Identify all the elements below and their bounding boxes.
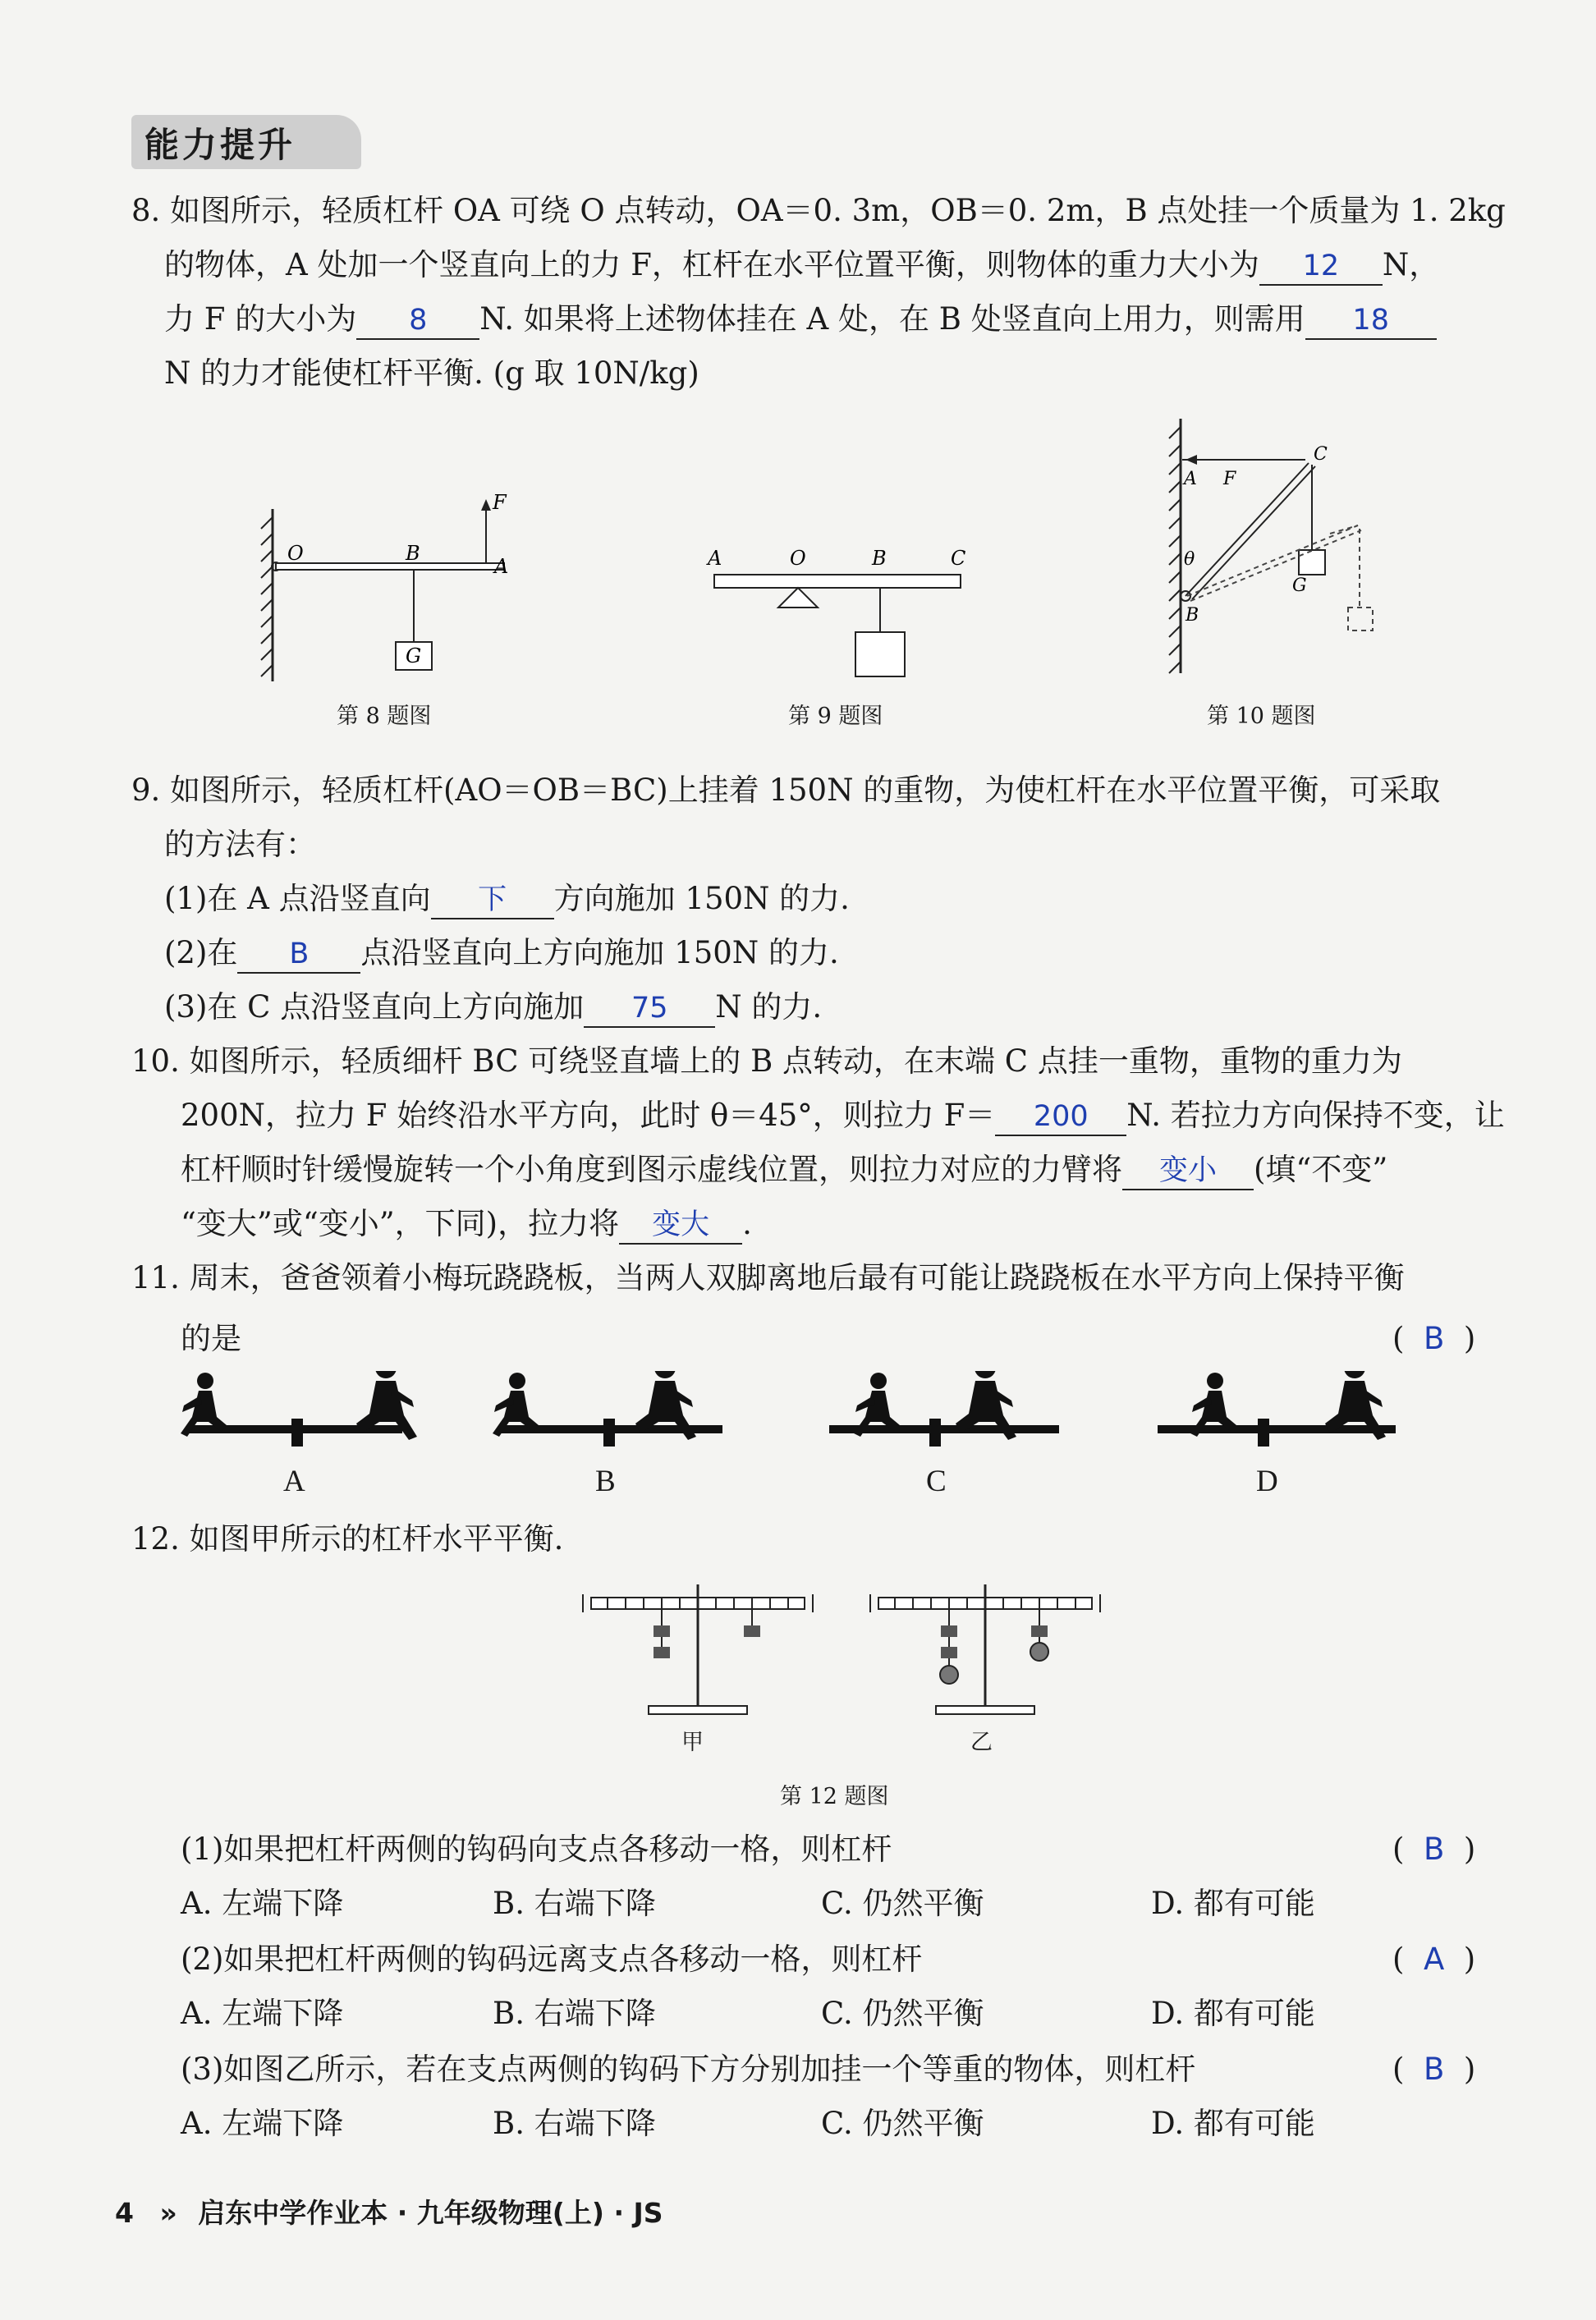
q12-sub3-bracket: ( B ) (1392, 2052, 1476, 2087)
q12-sub2-bracket: ( A ) (1392, 1942, 1476, 1977)
fig12-label-right: 乙 (970, 1730, 993, 1755)
q8-answer-b-force: 18 (1305, 302, 1437, 340)
fig8-label-f: F (493, 491, 507, 514)
q9-sub1: (1)在 A 点沿竖直向 下 方向施加 150N 的力. (164, 878, 850, 919)
q8-answer-force: 8 (356, 302, 479, 340)
q10-line4: “变大”或“变小”，下同)，拉力将 变大 . (181, 1204, 752, 1245)
fig10-label-g: G (1292, 575, 1307, 596)
q8-line3: 力 F 的大小为 8 N. 如果将上述物体挂在 A 处，在 B 处竖直向上用力，则需用 18 (164, 299, 1437, 340)
figure-10 (1158, 410, 1379, 681)
page-number: 4 (115, 2197, 134, 2229)
q10-line2: 200N，拉力 F 始终沿水平方向，此时 θ＝45°，则拉力 F＝ 200 N. 若拉力方向保持不变，让 (181, 1095, 1505, 1136)
fig10-caption: 第 10 题图 (1207, 704, 1316, 729)
fig9-caption: 第 9 题图 (788, 704, 883, 729)
q11-line2: 的是 (181, 1321, 241, 1356)
section-title: 能力提升 (144, 125, 296, 165)
fig8-label-g: G (406, 644, 422, 667)
q12-sub2-answer: A (1423, 1942, 1445, 1977)
q9-line2: 的方法有： (164, 827, 316, 862)
seesaw-option-d: D (1256, 1465, 1278, 1498)
q9-answer-1: 下 (431, 882, 554, 919)
q12-sub1-bracket: ( B ) (1392, 1832, 1476, 1867)
q12-sub2: (2)如果把杠杆两侧的钩码远离支点各移动一格，则杠杆 (181, 1942, 923, 1977)
q12-sub1-answer: B (1423, 1832, 1445, 1867)
fig12-label-left: 甲 (681, 1730, 704, 1755)
q12-line1: 12. 如图甲所示的杠杆水平平衡. (131, 1521, 564, 1557)
q9-line1: 9. 如图所示，轻质杠杆(AO＝OB＝BC)上挂着 150N 的重物，为使杠杆在水平位置平衡，可采取 (131, 773, 1441, 808)
q8-line4: N 的力才能使杠杆平衡. (g 取 10N/kg) (164, 355, 699, 391)
fig10-label-theta: θ (1184, 549, 1195, 570)
fig9-label-b: B (872, 547, 887, 570)
book-title: 启东中学作业本 · 九年级物理(上) · JS (198, 2197, 663, 2229)
fig10-label-a: A (1184, 469, 1197, 489)
fig12-caption: 第 12 题图 (780, 1784, 889, 1809)
q12-sub1-option-c: C. 仍然平衡 (821, 1886, 984, 1921)
q8-line2: 的物体，A 处加一个竖直向上的力 F，杠杆在水平位置平衡，则物体的重力大小为 12 N， (164, 245, 1439, 286)
q12-sub1-option-d: D. 都有可能 (1151, 1886, 1315, 1921)
q10-answer-pull: 变大 (619, 1207, 742, 1245)
q12-sub2-option-a: A. 左端下降 (181, 1996, 344, 2031)
fig9-label-o: O (790, 547, 806, 570)
seesaw-option-c: C (926, 1465, 947, 1498)
fig8-caption: 第 8 题图 (337, 704, 432, 729)
q8-answer-gravity: 12 (1259, 248, 1383, 286)
figure-12 (575, 1576, 1108, 1740)
q12-sub2-option-b: B. 右端下降 (493, 1996, 656, 2031)
q10-line3: 杠杆顺时针缓慢旋转一个小角度到图示虚线位置，则拉力对应的力臂将 变小 (填“不变” (181, 1149, 1387, 1190)
q10-answer-force: 200 (995, 1098, 1126, 1136)
q9-sub2: (2)在 B 点沿竖直向上方向施加 150N 的力. (164, 933, 839, 974)
q11-line1: 11. 周末，爸爸领着小梅玩跷跷板，当两人双脚离地后最有可能让跷跷板在水平方向上保持平衡 (131, 1260, 1405, 1295)
q9-answer-3: 75 (584, 990, 715, 1028)
q12-sub3-option-d: D. 都有可能 (1151, 2106, 1315, 2141)
fig9-label-a: A (708, 547, 722, 570)
q12-sub3-option-a: A. 左端下降 (181, 2106, 344, 2141)
q11-answer: B (1423, 1321, 1445, 1356)
q12-sub3: (3)如图乙所示，若在支点两侧的钩码下方分别加挂一个等重的物体，则杠杆 (181, 2052, 1196, 2087)
footer-arrows-icon: » (159, 2197, 177, 2229)
q9-answer-2: B (237, 936, 360, 974)
fig8-label-o: O (287, 542, 304, 565)
q12-sub3-option-c: C. 仍然平衡 (821, 2106, 984, 2141)
seesaw-option-b: B (595, 1465, 616, 1498)
seesaw-figures (172, 1371, 1420, 1469)
page-footer (115, 2192, 663, 2231)
q8-line1: 8. 如图所示，轻质杠杆 OA 可绕 O 点转动，OA＝0. 3m，OB＝0. 2m，B 点处挂一个质量为 1. 2kg (131, 193, 1506, 228)
fig8-label-b: B (406, 542, 420, 565)
figure-8 (255, 484, 525, 690)
q10-line1: 10. 如图所示，轻质细杆 BC 可绕竖直墙上的 B 点转动，在末端 C 点挂一重物，重物的重力为 (131, 1043, 1402, 1079)
q12-sub1: (1)如果把杠杆两侧的钩码向支点各移动一格，则杠杆 (181, 1832, 892, 1867)
figure-9 (698, 534, 977, 690)
fig10-label-b: B (1186, 605, 1199, 626)
fig9-label-c: C (951, 547, 966, 570)
q11-answer-bracket: ( B ) (1392, 1321, 1476, 1356)
fig8-label-a: A (494, 555, 509, 578)
q9-sub3: (3)在 C 点沿竖直向上方向施加 75 N 的力. (164, 987, 822, 1028)
seesaw-option-a: A (283, 1465, 305, 1498)
fig10-label-c: C (1314, 444, 1328, 465)
q10-answer-arm: 变小 (1122, 1153, 1254, 1190)
fig10-label-f: F (1223, 469, 1236, 489)
q12-sub3-option-b: B. 右端下降 (493, 2106, 656, 2141)
q12-sub1-option-a: A. 左端下降 (181, 1886, 344, 1921)
q12-sub1-option-b: B. 右端下降 (493, 1886, 656, 1921)
q12-sub2-option-d: D. 都有可能 (1151, 1996, 1315, 2031)
q12-sub3-answer: B (1423, 2052, 1445, 2087)
q12-sub2-option-c: C. 仍然平衡 (821, 1996, 984, 2031)
